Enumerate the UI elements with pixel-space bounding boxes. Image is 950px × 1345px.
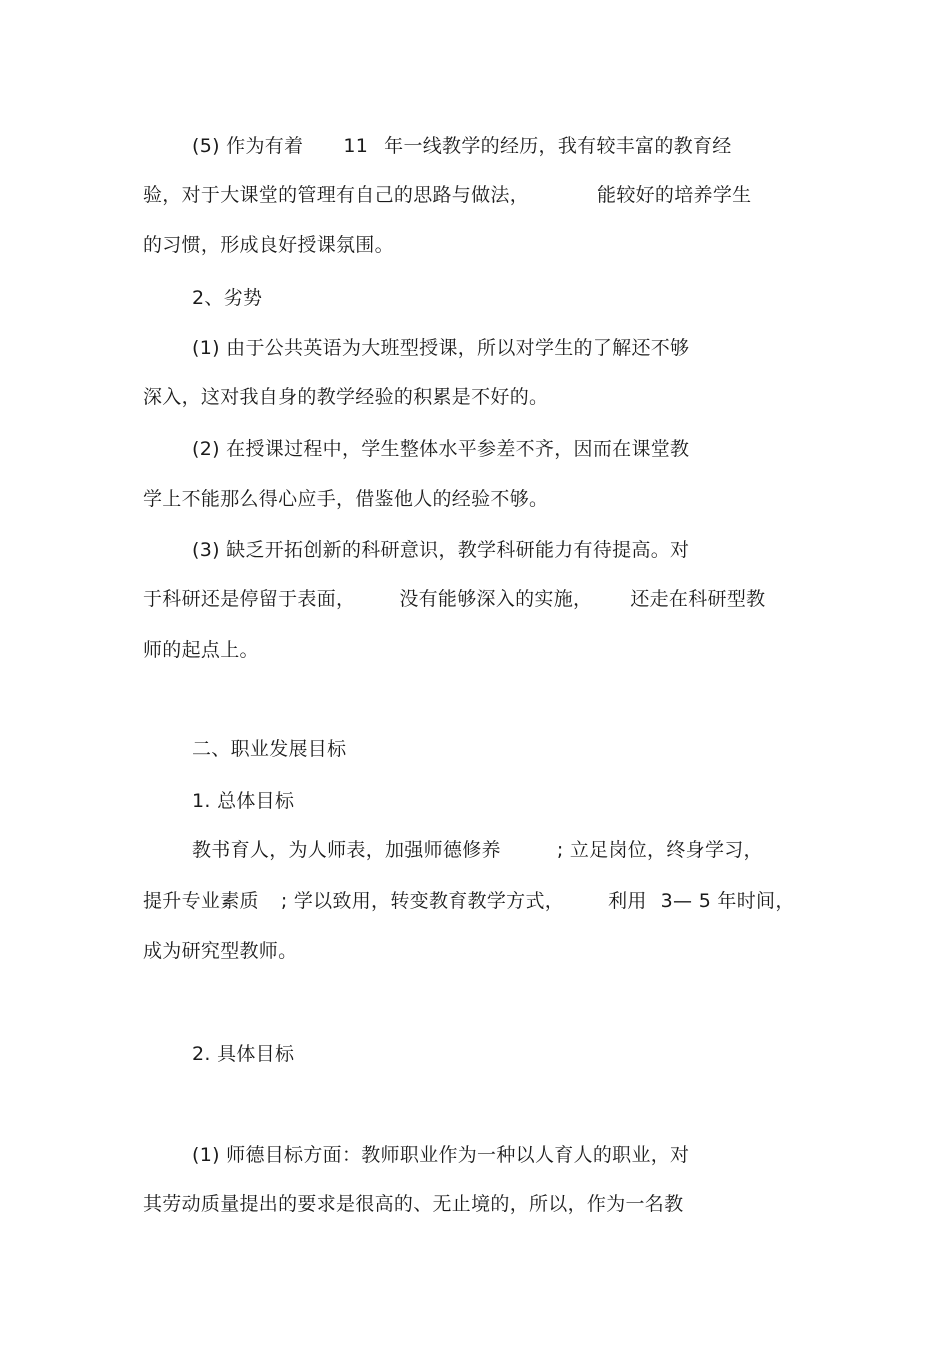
subsection-heading: 2. 具体目标 [192, 1043, 295, 1065]
paragraph-line: 师的起点上。 [143, 639, 259, 661]
text-segment: 利用 [608, 890, 647, 912]
paragraph-line: 学上不能那么得心应手，借鉴他人的经验不够。 [143, 488, 549, 510]
paragraph-line [192, 133, 732, 159]
paragraph-line: 的习惯，形成良好授课氛围。 [143, 234, 394, 256]
paragraph-line: 其劳动质量提出的要求是很高的、无止境的，所以，作为一名教 [143, 1193, 684, 1215]
text-segment: ; 学以致用，转变教育教学方式， [280, 890, 565, 912]
paragraph-line: (3) 缺乏开拓创新的科研意识，教学科研能力有待提高。对 [192, 539, 690, 561]
paragraph-line: (1) 由于公共英语为大班型授课，所以对学生的了解还不够 [192, 337, 690, 359]
text-segment: 没有能够深入的实施， [399, 588, 593, 610]
paragraph-line [143, 888, 795, 914]
text-segment: (5) 作为有着 [192, 135, 304, 157]
paragraph-line: (2) 在授课过程中，学生整体水平参差不齐，因而在课堂教 [192, 438, 690, 460]
paragraph-line [143, 182, 751, 208]
paragraph-line [192, 837, 763, 863]
text-segment: 验，对于大课堂的管理有自己的思路与做法， [143, 184, 530, 206]
text-segment: 能较好的培养学生 [597, 184, 752, 206]
paragraph-line: (1) 师德目标方面：教师职业作为一种以人育人的职业，对 [192, 1144, 690, 1166]
text-segment: 11 [343, 135, 369, 157]
text-segment: 于科研还是停留于表面， [143, 588, 356, 610]
text-segment: 年一线教学的经历，我有较丰富的教育经 [384, 135, 732, 157]
section-heading: 二、职业发展目标 [192, 738, 347, 760]
text-segment: ; 立足岗位，终身学习， [556, 839, 763, 861]
text-segment: 还走在科研型教 [630, 588, 766, 610]
paragraph-line: 深入，这对我自身的教学经验的积累是不好的。 [143, 386, 549, 408]
text-segment: 3— 5 年时间， [660, 890, 795, 912]
paragraph-line: 成为研究型教师。 [143, 940, 298, 962]
subsection-heading: 1. 总体目标 [192, 790, 295, 812]
section-heading: 2、劣势 [192, 287, 263, 309]
text-segment: 提升专业素质 [143, 890, 259, 912]
text-segment: 教书育人，为人师表，加强师德修养 [192, 839, 501, 861]
paragraph-line [143, 586, 765, 612]
